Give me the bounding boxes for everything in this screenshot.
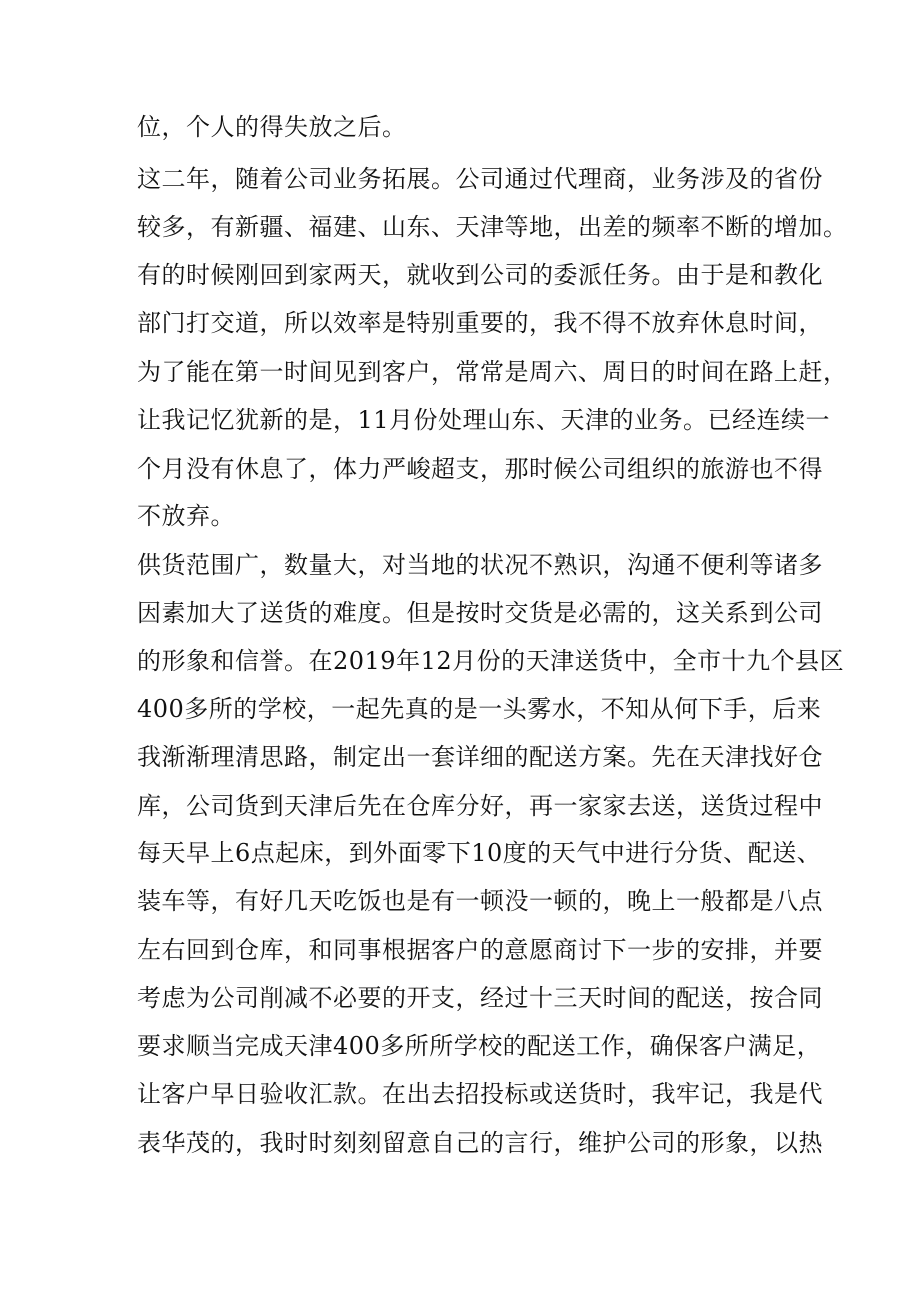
text-line: 表华茂的，我时时刻刻留意自己的言行，维护公司的形象，以热 xyxy=(137,1129,823,1157)
text-line: 位，个人的得失放之后。 xyxy=(137,113,407,141)
text-line: 不放弃。 xyxy=(137,502,235,530)
text-line: 考虑为公司削减不必要的开支，经过十三天时间的配送，按合同 xyxy=(137,984,823,1012)
text-line: 较多，有新疆、福建、山东、天津等地，出差的频率不断的增加。 xyxy=(137,213,848,241)
text-line: 我渐渐理清思路，制定出一套详细的配送方案。先在天津找好仓 xyxy=(137,743,823,771)
text-line: 为了能在第一时间见到客户，常常是周六、周日的时间在路上赶， xyxy=(137,358,848,386)
text-line: 有的时候刚回到家两天，就收到公司的委派任务。由于是和教化 xyxy=(137,261,823,289)
text-line: 左右回到仓库，和同事根据客户的意愿商讨下一步的安排，并要 xyxy=(137,936,823,964)
text-line: 让客户早日验收汇款。在出去招投标或送货时，我牢记，我是代 xyxy=(137,1080,823,1108)
text-line: 因素加大了送货的难度。但是按时交货是必需的，这关系到公司 xyxy=(137,599,823,627)
text-line: 的形象和信誉。在2019年12月份的天津送货中，全市十九个县区 xyxy=(137,647,845,675)
text-line: 每天早上6点起床，到外面零下10度的天气中进行分货、配送、 xyxy=(137,839,822,867)
text-line: 个月没有休息了，体力严峻超支，那时候公司组织的旅游也不得 xyxy=(137,455,823,483)
text-line: 装车等，有好几天吃饭也是有一顿没一顿的，晚上一般都是八点 xyxy=(137,887,823,915)
text-line: 让我记忆犹新的是，11月份处理山东、天津的业务。已经连续一 xyxy=(137,406,831,434)
text-line: 库，公司货到天津后先在仓库分好，再一家家去送，送货过程中 xyxy=(137,792,823,820)
text-line: 400多所的学校，一起先真的是一头雾水，不知从何下手，后来 xyxy=(137,695,822,723)
text-line: 要求顺当完成天津400多所所学校的配送工作，确保客户满足， xyxy=(137,1032,822,1060)
text-line: 这二年，随着公司业务拓展。公司通过代理商，业务涉及的省份 xyxy=(137,165,823,193)
text-line: 部门打交道，所以效率是特别重要的，我不得不放弃休息时间， xyxy=(137,309,823,337)
text-line: 供货范围广，数量大，对当地的状况不熟识，沟通不便利等诸多 xyxy=(137,551,823,579)
